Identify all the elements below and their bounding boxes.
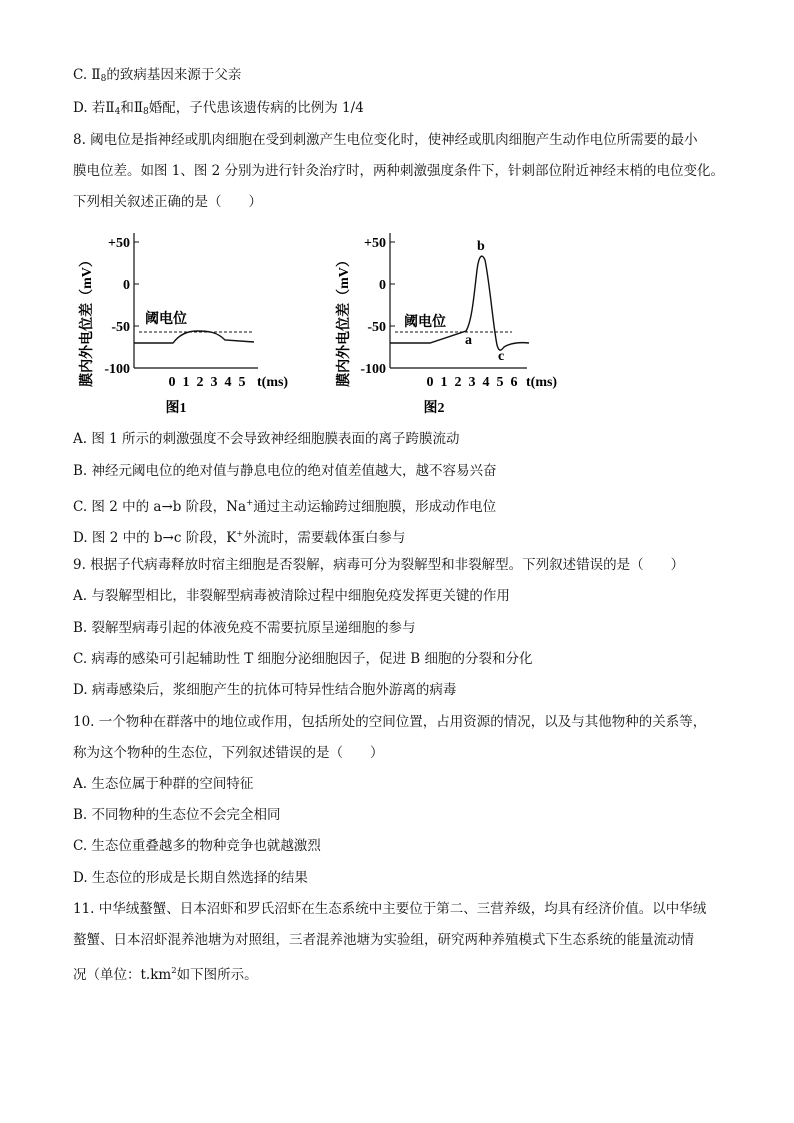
fig1-caption: 图1 (165, 401, 187, 416)
q7-option-c: C. $Ⅱ_8$的致病基因来源于父亲 (73, 67, 242, 84)
fig2-xtick-5: 5 (496, 375, 504, 390)
fig1-ylabel: 膜内外电位差（mV） (80, 253, 95, 387)
q9-option-c: C. 病毒的感染可引起辅助性 T 细胞分泌细胞因子，促进 B 细胞的分裂和分化 (73, 651, 533, 667)
fig1-xtick-0: 0 (168, 375, 176, 390)
fig2-point-b: b (477, 239, 485, 254)
fig1-ytick-m50: -50 (111, 320, 130, 335)
fig2-xtick-2: 2 (454, 375, 462, 390)
figure-1 (73, 225, 303, 420)
fig2-xtick-0: 0 (426, 375, 434, 390)
fig2-action-potential-curve (390, 256, 529, 350)
q8-option-d: D. 图 2 中的 b→c 阶段，K+外流时，需要载体蛋白参与 (73, 529, 406, 546)
fig1-xtick-2: 2 (196, 375, 204, 390)
q9-option-d: D. 病毒感染后，浆细胞产生的抗体可特异性结合胞外游离的病毒 (73, 682, 457, 698)
q10-option-a: A. 生态位属于种群的空间特征 (73, 776, 254, 792)
q8-option-c: C. 图 2 中的 a→b 阶段，Na+通过主动运输跨过细胞膜，形成动作电位 (73, 498, 497, 515)
q8-stem-line1: 8. 阈电位是指神经或肌肉细胞在受到刺激产生电位变化时，使神经或肌肉细胞产生动作电位所需要的最小 (73, 132, 698, 148)
fig2-xtick-3: 3 (468, 375, 476, 390)
fig2-ytick-m50: -50 (367, 320, 386, 335)
fig1-xtick-1: 1 (182, 375, 190, 390)
fig1-ytick-0: 0 (123, 278, 130, 293)
q8-option-a: A. 图 1 所示的刺激强度不会导致神经细胞膜表面的离子跨膜流动 (73, 431, 460, 447)
fig2-threshold-label: 阈电位 (404, 315, 446, 330)
q11-stem-line3: 况（单位：$t.km^2$如下图所示。 (73, 966, 258, 983)
fig1-x-unit: t(ms) (257, 375, 289, 390)
fig2-x-unit: t(ms) (526, 375, 558, 390)
fig1-xtick-5: 5 (238, 375, 246, 390)
q8-option-b: B. 神经元阈电位的绝对值与静息电位的绝对值差值越大，越不容易兴奋 (73, 463, 497, 479)
q10-option-b: B. 不同物种的生态位不会完全相同 (73, 807, 281, 823)
fig1-threshold-label: 阈电位 (145, 312, 187, 327)
fig2-ylabel: 膜内外电位差（mV） (337, 253, 352, 387)
q7-option-d: D. 若$Ⅱ_4$和$Ⅱ_8$婚配，子代患该遗传病的比例为 1/4 (73, 100, 364, 117)
q9-stem: 9. 根据子代病毒释放时宿主细胞是否裂解，病毒可分为裂解型和非裂解型。下列叙述错误的是（ ） (73, 557, 685, 573)
q9-option-b: B. 裂解型病毒引起的体液免疫不需要抗原呈递细胞的参与 (73, 620, 416, 636)
q10-option-d: D. 生态位的形成是长期自然选择的结果 (73, 870, 308, 886)
fig1-xtick-4: 4 (224, 375, 232, 390)
fig2-ytick-p50: +50 (364, 236, 386, 251)
q8-stem-line3: 下列相关叙述正确的是（ ） (73, 194, 262, 210)
q11-stem-line2: 螯蟹、日本沼虾混养池塘为对照组，三者混养池塘为实验组，研究两种养殖模式下生态系统的能量流动情 (73, 932, 694, 948)
fig2-xtick-4: 4 (482, 375, 490, 390)
fig1-ytick-p50: +50 (108, 236, 130, 251)
q8-stem-line2: 膜电位差。如图 1、图 2 分别为进行针灸治疗时，两种刺激强度条件下，针刺部位附近神经末梢的电位变化。 (73, 163, 725, 179)
fig1-xtick-3: 3 (210, 375, 218, 390)
q11-stem-line1: 11. 中华绒螯蟹、日本沼虾和罗氏沼虾在生态系统中主要位于第二、三营养级，均具有经济价值。以中华绒 (73, 901, 707, 917)
fig2-point-c: c (498, 349, 505, 364)
fig2-ytick-m100: -100 (360, 362, 386, 377)
fig1-potential-curve (134, 331, 254, 343)
fig2-xtick-1: 1 (440, 375, 448, 390)
fig2-xtick-6: 6 (510, 375, 518, 390)
fig2-ytick-0: 0 (379, 278, 386, 293)
fig2-caption: 图2 (423, 401, 445, 416)
q10-stem-line2: 称为这个物种的生态位，下列叙述错误的是（ ） (73, 745, 384, 761)
q9-option-a: A. 与裂解型相比，非裂解型病毒被清除过程中细胞免疫发挥更关键的作用 (73, 588, 510, 604)
q10-stem-line1: 10. 一个物种在群落中的地位或作用，包括所处的空间位置，占用资源的情况，以及与其他物种的关系等， (73, 714, 707, 730)
figure-2 (330, 225, 590, 420)
fig2-point-a: a (465, 333, 472, 348)
q10-option-c: C. 生态位重叠越多的物种竞争也就越激烈 (73, 838, 321, 854)
fig1-ytick-m100: -100 (104, 362, 130, 377)
